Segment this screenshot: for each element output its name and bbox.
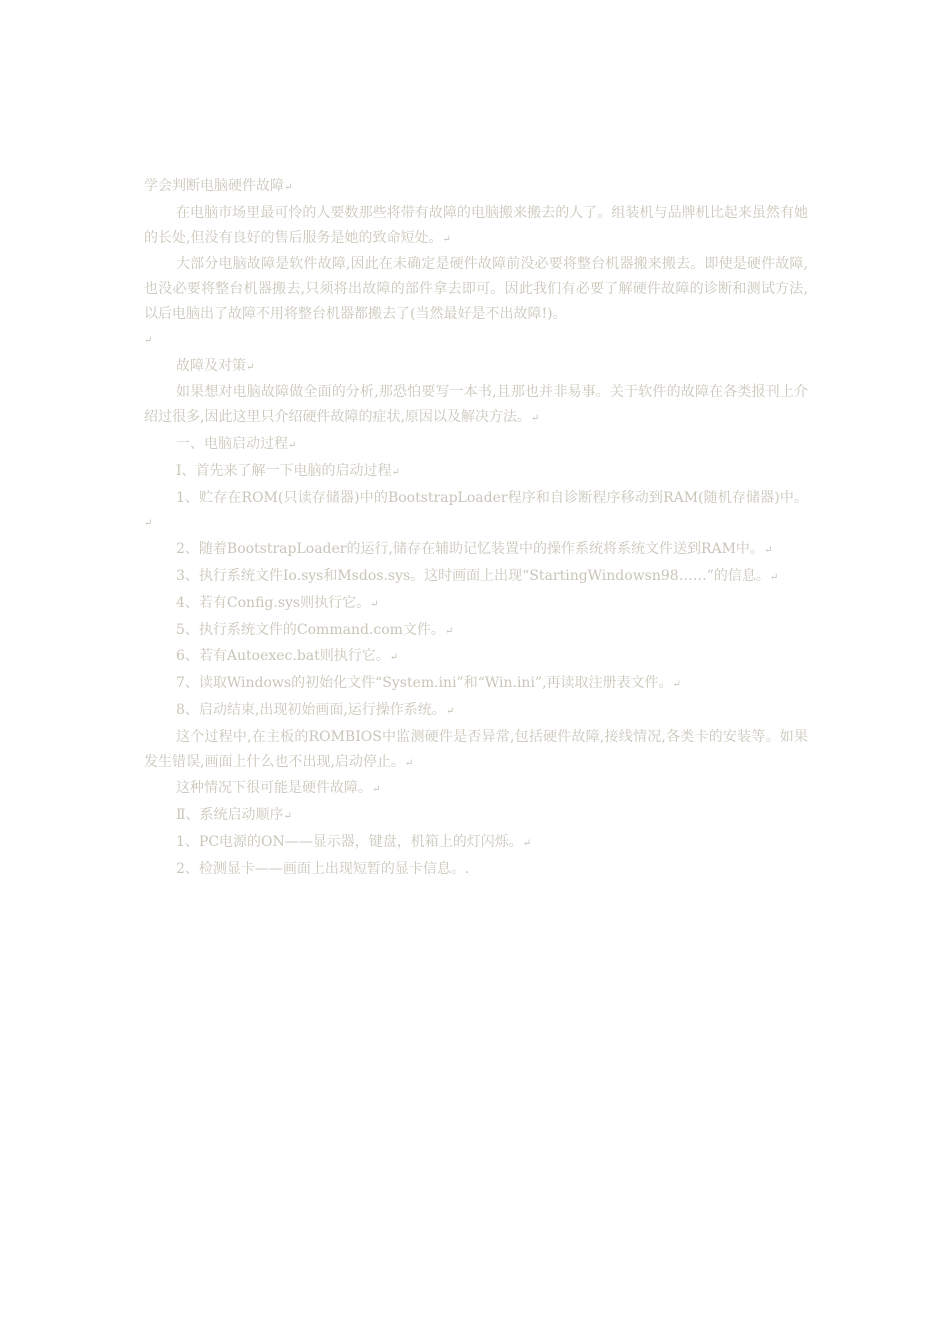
paragraph: 这个过程中,在主板的ROMBIOS中监测硬件是否异常,包括硬件故障,接线情况,各类卡的安装等。如果发生错误,画面上什么也不出现,启动停止。↵ [144,728,808,770]
list-item: 4、若有Config.sys则执行它。↵ [176,594,378,611]
paragraph: 这种情况下很可能是硬件故障。↵ [176,780,380,797]
list-item: 6、若有Autoexec.bat则执行它。↵ [176,648,398,665]
section-heading: 一、电脑启动过程↵ [176,435,296,452]
list-item: 2、随着BootstrapLoader的运行,储存在辅助记忆装置中的操作系统将系统文件送到RAM中。↵ [176,541,772,558]
list-item: 1、PC电源的ON——显示器，键盘，机箱上的灯闪烁。↵ [176,833,531,850]
list-item: 5、执行系统文件的Command.com文件。↵ [176,621,453,638]
list-item: 8、启动结束,出现初始画面,运行操作系统。↵ [176,701,454,718]
empty-paragraph: ↵ [144,334,152,346]
subsection-heading: Ⅱ、系统启动顺序↵ [176,807,291,824]
document-title: 学会判断电脑硬件故障↵ [144,178,292,194]
list-item: 1、贮存在ROM(只读存储器)中的BootstrapLoader程序和自诊断程序移动到RAM(随机存储器)中。↵ [144,489,808,530]
subsection-heading: Ⅰ、首先来了解一下电脑的启动过程↵ [176,462,399,479]
paragraph: 如果想对电脑故障做全面的分析,那恐怕要写一本书,且那也并非易事。关于软件的故障在各类报刊上介绍过很多,因此这里只介绍硬件故障的症状,原因以及解决方法。↵ [144,384,808,426]
list-item: 7、读取Windows的初始化文件“System.ini”和“Win.ini”,再读取注册表文件。↵ [176,675,680,692]
paragraph: 大部分电脑故障是软件故障,因此在未确定是硬件故障前没必要将整台机器搬来搬去。即使是硬件故障,也没必要将整台机器搬去,只须将出故障的部件拿去即可。因此我们有必要了解硬件故障的诊断和测试方法,以后电脑出了故障不用将整台机器都搬去了(当然最好是不出故障!)。 [144,256,808,322]
list-item: 2、检测显卡——画面上出现短暂的显卡信息。. [176,860,470,877]
list-item: 3、执行系统文件Io.sys和Msdos.sys。这时画面上出现“StartingWindowsn98……”的信息。↵ [176,567,778,584]
paragraph: 在电脑市场里最可怜的人要数那些将带有故障的电脑搬来搬去的人了。组装机与品牌机比起来虽然有她的长处,但没有良好的售后服务是她的致命短处。↵ [144,204,808,246]
section-heading: 故障及对策↵ [176,357,254,374]
document-body [144,174,808,882]
